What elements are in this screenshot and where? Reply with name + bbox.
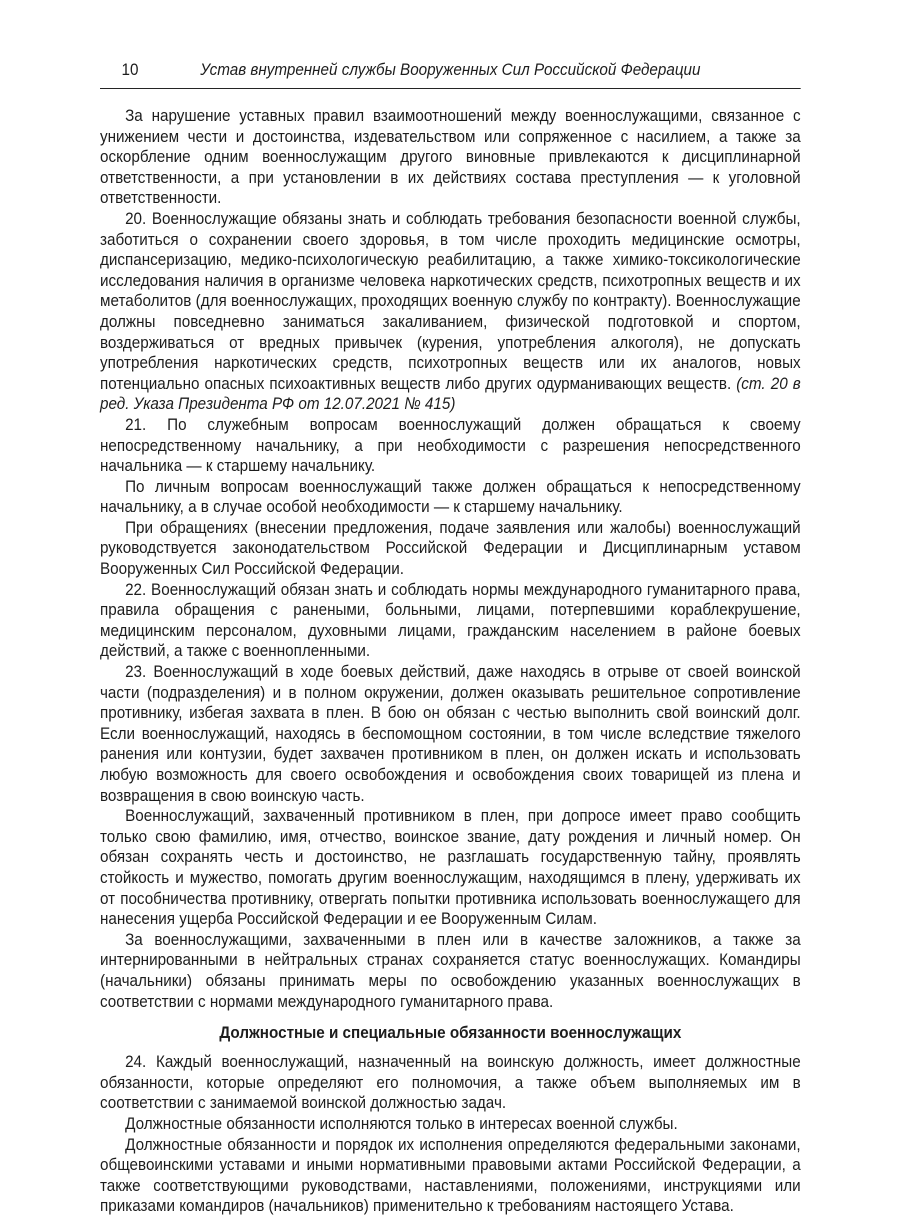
page-header bbox=[100, 60, 801, 89]
paragraph bbox=[100, 518, 801, 580]
paragraph-text: По личным вопросам военнослужащий также должен обращаться к непосредственному начальнику, а в случае особой необходимости — к старшему начальнику. bbox=[100, 476, 801, 517]
section-heading bbox=[100, 1022, 801, 1043]
paragraph-text: 21. По служебным вопросам военнослужащий должен обращаться к своему непосредственному начальнику, а при необходимости с разрешения непосредственного начальника — к старшему начальнику. bbox=[100, 414, 801, 476]
paragraph bbox=[100, 415, 801, 477]
paragraph-text: Должностные обязанности и порядок их исполнения определяются федеральными законами, общевоинскими уставами и иными нормативными правовыми актами Российской Федерации, а также соответствующими руководствами, наставлениями, положениями, инструкциями или приказами командиров (начальников) применительно к требованиям настоящего Устава. bbox=[100, 1134, 801, 1216]
paragraph bbox=[100, 1052, 801, 1114]
paragraph bbox=[100, 662, 801, 806]
paragraph bbox=[100, 930, 801, 1012]
page-number: 10 bbox=[121, 60, 139, 79]
paragraph-text: 24. Каждый военнослужащий, назначенный на воинскую должность, имеет должностные обязанности, которые определяют его полномочия, а также объем выполняемых им в соответствии с занимаемой воинской должностью задач. bbox=[100, 1052, 801, 1113]
paragraph-text: Должностные обязанности исполняются только в интересах военной службы. bbox=[125, 1113, 678, 1133]
paragraph bbox=[100, 1135, 801, 1217]
paragraph bbox=[100, 1114, 801, 1135]
page-body bbox=[100, 106, 801, 1217]
paragraph bbox=[100, 806, 801, 930]
paragraph-text: Должностные и специальные обязанности военнослужащих bbox=[219, 1023, 682, 1043]
paragraph bbox=[100, 580, 801, 662]
amendment-note-text: (ст. 20 в ред. Указа Президента РФ от 12.07.2021 № 415) bbox=[100, 373, 801, 414]
paragraph-text: 23. Военнослужащий в ходе боевых действий, даже находясь в отрыве от своей воинской части (подразделения) и в полном окружении, должен оказывать решительное сопротивление противнику, избегая захвата в плен. В бою он обязан с честью выполнить свой воинский долг. Если военнослужащий, находясь в беспомощном состоянии, в том числе вследствие тяжелого ранения или контузии, будет захвачен противником в плен, он должен искать и использовать любую возможность для своего освобождения и освобождения своих товарищей из плена и возвращения в свою воинскую часть. bbox=[100, 662, 801, 805]
paragraph bbox=[100, 477, 801, 518]
paragraph-text: Военнослужащий, захваченный противником в плен, при допросе имеет право сообщить только свою фамилию, имя, отчество, воинское звание, дату рождения и личный номер. Он обязан сохранять честь и достоинство, не разглашать государственную тайну, проявлять стойкость и мужество, помогать другим военнослужащим, находящимся в плену, удерживать их от пособничества противнику, отвергать попытки противника использовать военнослужащего для нанесения ущерба Российской Федерации и ее Вооруженным Силам. bbox=[100, 806, 801, 929]
paragraph bbox=[100, 106, 801, 209]
paragraph-text: За нарушение уставных правил взаимоотношений между военнослужащими, связанное с унижением чести и достоинства, издевательством или сопряженное с насилием, а также за оскорбление одним военнослужащим другого виновные привлекаются к дисциплинарной ответственности, а при установлении в их действиях состава преступления — к уголовной ответственности. bbox=[100, 106, 801, 208]
running-title: Устав внутренней службы Вооруженных Сил Российской Федерации bbox=[200, 60, 701, 79]
paragraph-text: 22. Военнослужащий обязан знать и соблюдать нормы международного гуманитарного права, правила обращения с ранеными, больными, лицами, потерпевшими кораблекрушение, медицинским персоналом, духовными лицами, гражданским населением в районе боевых действий, а также с военнопленными. bbox=[100, 579, 801, 661]
paragraph-text: 20. Военнослужащие обязаны знать и соблюдать требования безопасности военной службы, заботиться о сохранении своего здоровья, в том числе проходить медицинские осмотры, диспансеризацию, медико-психологическую реабилитацию, а также химико-токсикологические исследования наличия в организме человека наркотических средств, психотропных веществ и их метаболитов (для военнослужащих, проходящих военную службу по контракту). Военнослужащие должны повседневно заниматься закаливанием, физической подготовкой и спортом, воздерживаться от вредных привычек (курения, употребления алкоголя), не допускать употребления наркотических средств, психотропных веществ или их аналогов, новых потенциально опасных психоактивных веществ либо других одурманивающих веществ. bbox=[100, 208, 801, 393]
paragraph bbox=[100, 209, 801, 415]
paragraph-text: При обращениях (внесении предложения, подаче заявления или жалобы) военнослужащий руководствуется законодательством Российской Федерации и Дисциплинарным уставом Вооруженных Сил Российской Федерации. bbox=[100, 517, 801, 579]
paragraph-text: За военнослужащими, захваченными в плен или в качестве заложников, а также за интернированными в нейтральных странах сохраняется статус военнослужащих. Командиры (начальники) обязаны принимать меры по освобождению указанных военнослужащих в соответствии с нормами международного гуманитарного права. bbox=[100, 929, 801, 1011]
content-column bbox=[100, 60, 801, 1217]
